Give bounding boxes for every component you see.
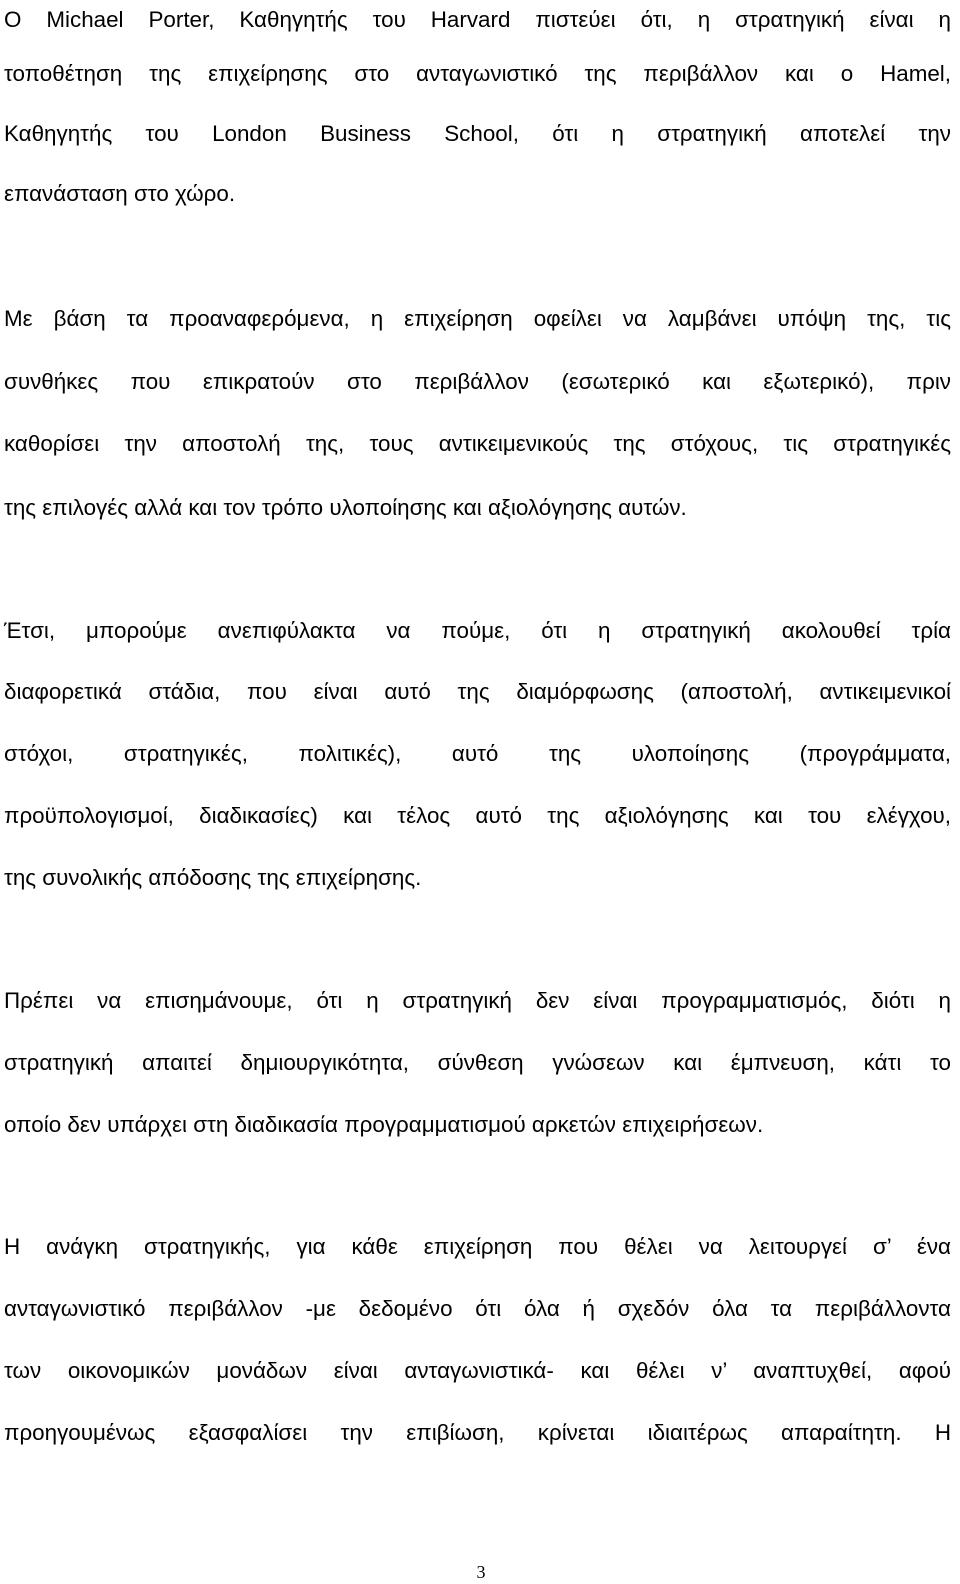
text-line: στόχοι, στρατηγικές, πολιτικές), αυτό της υλοποίησης (προγράμματα,: [4, 741, 951, 766]
text-line: Καθηγητής του London Business School, ότι η στρατηγική αποτελεί την: [4, 121, 951, 146]
text-line: Με βάση τα προαναφερόμενα, η επιχείρηση οφείλει να λαμβάνει υπόψη της, τις: [4, 306, 951, 331]
text-line: προϋπολογισμοί, διαδικασίες) και τέλος αυτό της αξιολόγησης και του ελέγχου,: [4, 803, 951, 828]
text-line: προηγουμένως εξασφαλίσει την επιβίωση, κρίνεται ιδιαιτέρως απαραίτητη. Η: [4, 1420, 951, 1445]
text-line: συνθήκες που επικρατούν στο περιβάλλον (εσωτερικό και εξωτερικό), πριν: [4, 369, 951, 394]
text-line: Πρέπει να επισημάνουμε, ότι η στρατηγική δεν είναι προγραμματισμός, διότι η: [4, 988, 951, 1013]
text-line: Η ανάγκη στρατηγικής, για κάθε επιχείρηση που θέλει να λειτουργεί σ’ ένα: [4, 1234, 951, 1259]
text-line: οποίο δεν υπάρχει στη διαδικασία προγραμματισμού αρκετών επιχειρήσεων.: [4, 1112, 764, 1137]
text-line: διαφορετικά στάδια, που είναι αυτό της διαμόρφωσης (αποστολή, αντικειμενικοί: [4, 679, 951, 704]
text-line: ανταγωνιστικό περιβάλλον -με δεδομένο ότι όλα ή σχεδόν όλα τα περιβάλλοντα: [4, 1296, 951, 1321]
text-line: στρατηγική απαιτεί δημιουργικότητα, σύνθεση γνώσεων και έμπνευση, κάτι το: [4, 1050, 951, 1075]
page-number: 3: [476, 1562, 486, 1582]
text-line: Έτσι, μπορούμε ανεπιφύλακτα να πούμε, ότι η στρατηγική ακολουθεί τρία: [4, 618, 951, 643]
text-line: καθορίσει την αποστολή της, τους αντικειμενικούς της στόχους, τις στρατηγικές: [4, 431, 951, 456]
text-line: των οικονομικών μονάδων είναι ανταγωνιστικά- και θέλει ν’ αναπτυχθεί, αφού: [4, 1358, 951, 1383]
text-line: της συνολικής απόδοσης της επιχείρησης.: [4, 865, 422, 890]
text-line: επανάσταση στο χώρο.: [4, 181, 236, 206]
text-line: Ο Michael Porter, Καθηγητής του Harvard πιστεύει ότι, η στρατηγική είναι η: [4, 7, 951, 32]
text-line: της επιλογές αλλά και τον τρόπο υλοποίησης και αξιολόγησης αυτών.: [4, 495, 687, 520]
text-line: τοποθέτηση της επιχείρησης στο ανταγωνιστικό της περιβάλλον και ο Hamel,: [4, 61, 951, 86]
